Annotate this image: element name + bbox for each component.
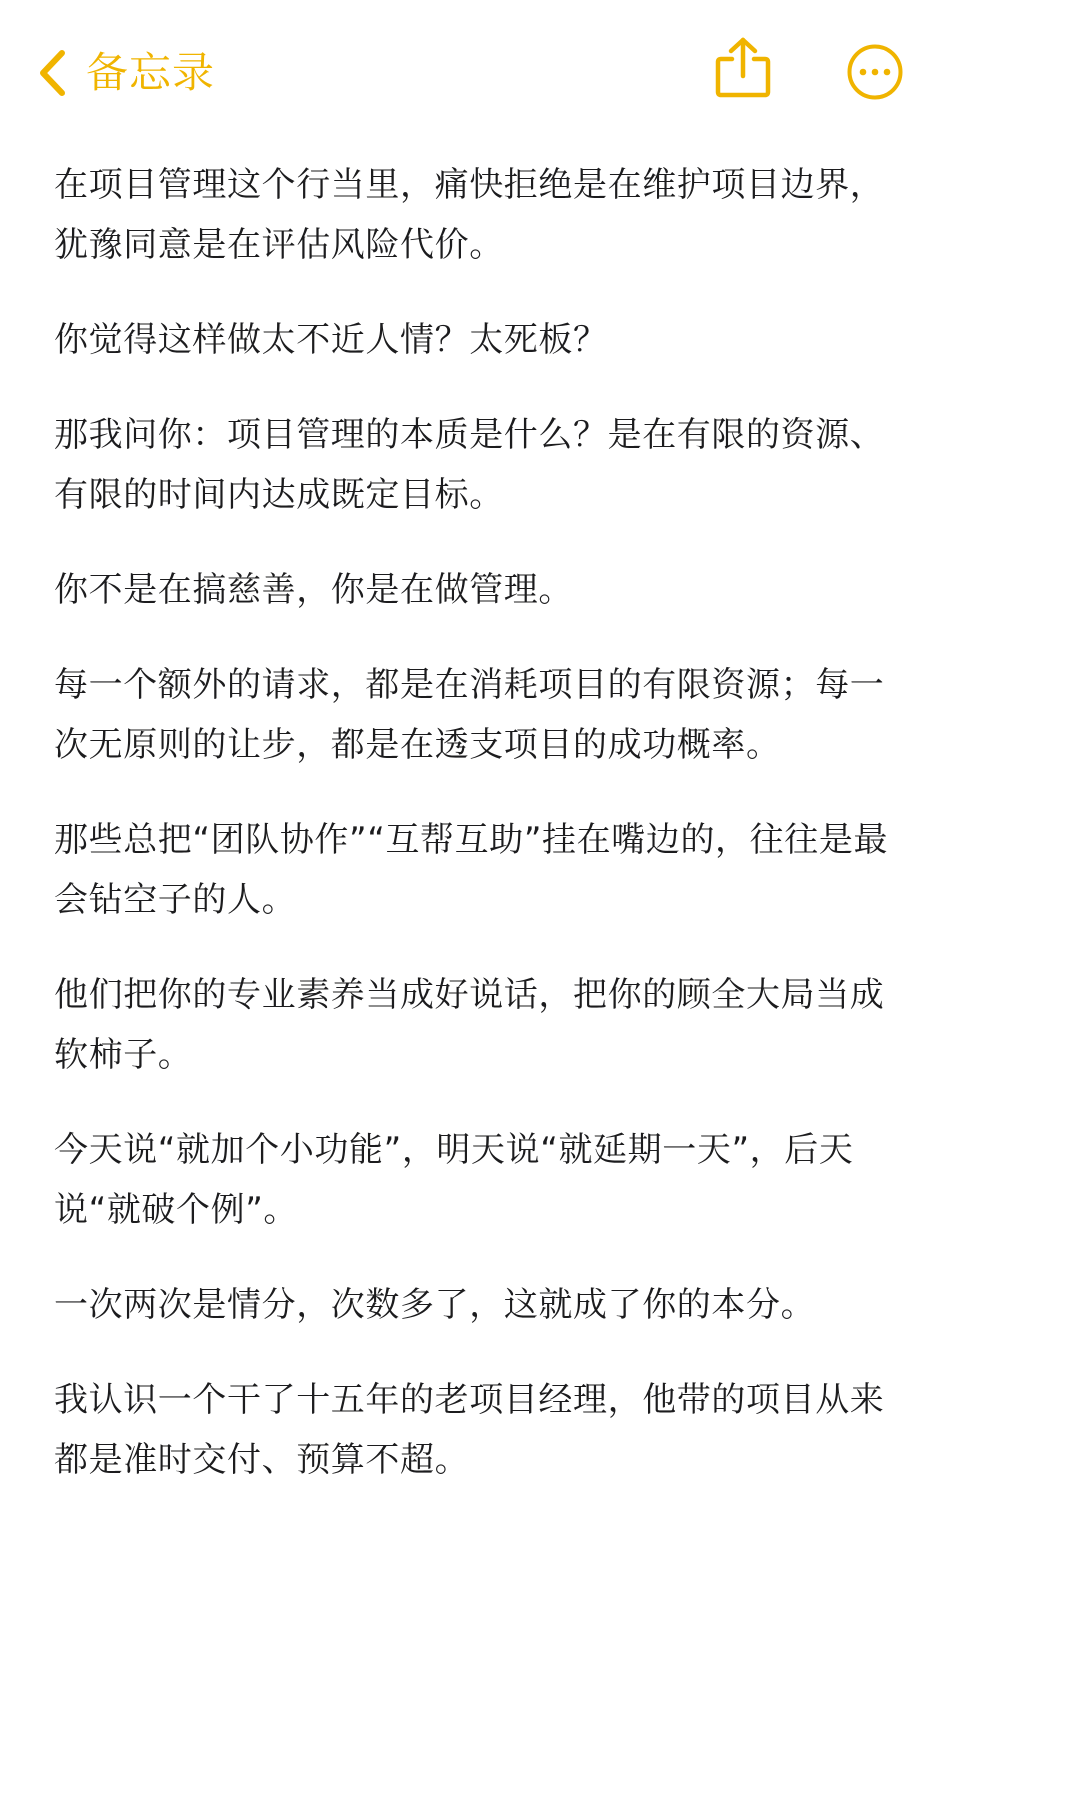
note-paragraph: 你觉得这样做太不近人情？太死板？: [54, 320, 608, 360]
back-label: 备忘录: [86, 48, 216, 97]
back-button[interactable]: [36, 44, 215, 102]
note-paragraph: 每一个额外的请求，都是在消耗项目的有限资源；每一次无原则的让步，都是在透支项目的成功概率。: [54, 665, 885, 765]
note-paragraph: 那些总把“团队协作”“互帮互助”挂在嘴边的，往往是最会钻空子的人。: [54, 820, 889, 920]
note-paragraph: 一次两次是情分，次数多了，这就成了你的本分。: [54, 1285, 816, 1325]
chevron-left-icon: [36, 48, 70, 98]
nav-bar: [0, 0, 945, 140]
note-paragraph: 在项目管理这个行当里，痛快拒绝是在维护项目边界，犹豫同意是在评估风险代价。: [54, 165, 885, 265]
note-paragraph: 今天说“就加个小功能”，明天说“就延期一天”，后天说“就破个例”。: [54, 1130, 854, 1230]
note-paragraph: 那我问你：项目管理的本质是什么？是在有限的资源、有限的时间内达成既定目标。: [54, 415, 885, 515]
note-paragraph: 你不是在搞慈善，你是在做管理。: [54, 570, 573, 610]
note-body[interactable]: [54, 155, 894, 1525]
more-circle-icon[interactable]: [846, 43, 904, 101]
note-paragraph: 他们把你的专业素养当成好说话，把你的顾全大局当成软柿子。: [54, 975, 885, 1075]
note-paragraph: 我认识一个干了十五年的老项目经理，他带的项目从来都是准时交付、预算不超。: [54, 1380, 885, 1480]
share-icon[interactable]: [712, 36, 774, 100]
